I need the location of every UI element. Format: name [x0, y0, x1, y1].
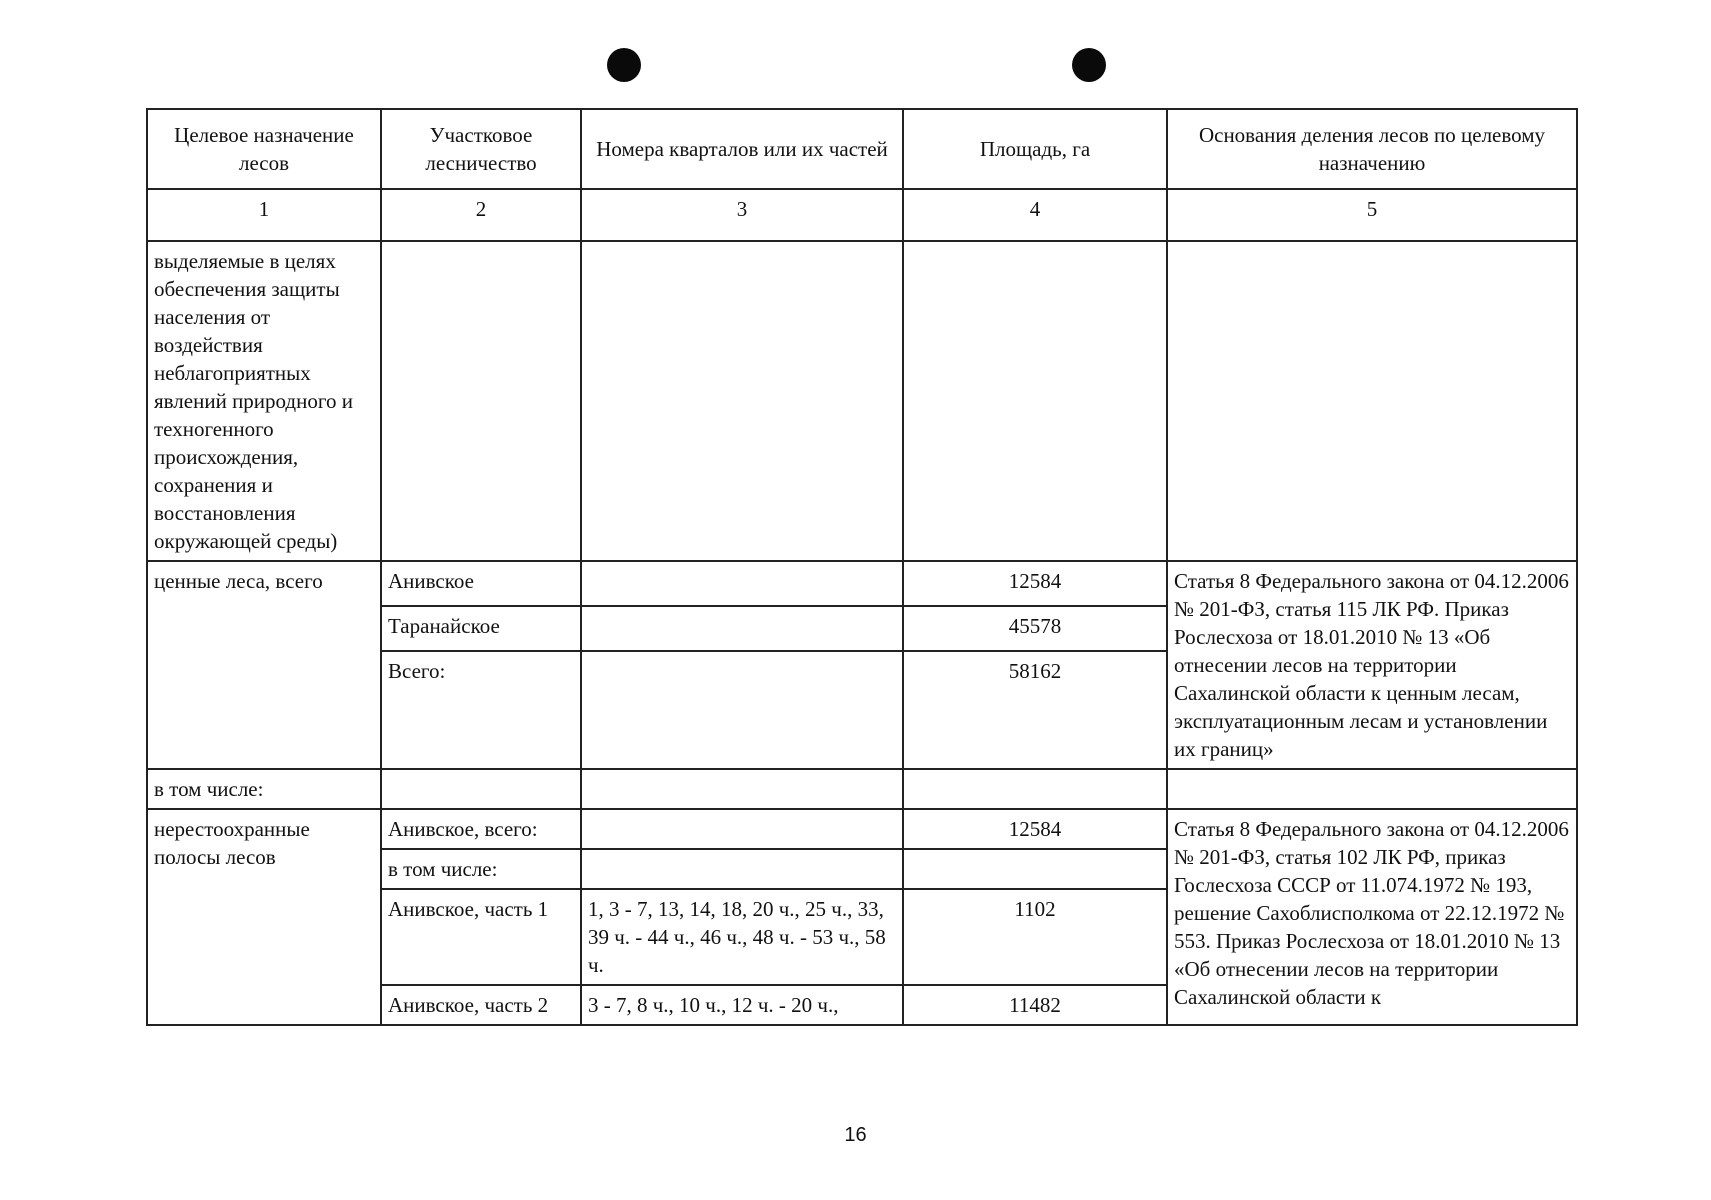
column-number: 3	[581, 189, 903, 241]
table-header-row	[147, 109, 1577, 189]
table-row	[147, 241, 1577, 561]
quarters-cell: 1, 3 - 7, 13, 14, 18, 20 ч., 25 ч., 33, 39 ч. - 44 ч., 46 ч., 48 ч. - 53 ч., 58 ч.	[581, 889, 903, 985]
area-cell: 12584	[903, 809, 1167, 849]
basis-cell	[1167, 769, 1577, 809]
binder-hole-right	[1072, 48, 1106, 82]
header-purpose: Целевое назначение лесов	[147, 109, 381, 189]
column-number: 1	[147, 189, 381, 241]
district-cell: Анивское, всего:	[381, 809, 581, 849]
binder-hole-left	[607, 48, 641, 82]
district-cell: Анивское	[381, 561, 581, 606]
basis-cell: Статья 8 Федерального закона от 04.12.2006 № 201-ФЗ, статья 102 ЛК РФ, приказ Гослесхоза СССР от 11.074.1972 № 193, решение Сахоблисполкома от 22.12.1972 № 553. Приказ Рослесхоза от 18.01.2010 № 13 «Об отнесении лесов на территории Сахалинской области к	[1167, 809, 1577, 1025]
quarters-cell	[581, 809, 903, 849]
column-number: 2	[381, 189, 581, 241]
area-cell: 11482	[903, 985, 1167, 1025]
column-number-row	[147, 189, 1577, 241]
header-basis: Основания деления лесов по целевому назначению	[1167, 109, 1577, 189]
quarters-cell: 3 - 7, 8 ч., 10 ч., 12 ч. - 20 ч.,	[581, 985, 903, 1025]
quarters-cell	[581, 769, 903, 809]
purpose-cell: выделяемые в целях обеспечения защиты населения от воздействия неблагоприятных явлений природного и техногенного происхождения, сохранения и восстановления окружающей среды)	[147, 241, 381, 561]
district-cell: Анивское, часть 1	[381, 889, 581, 985]
table-row	[147, 561, 1577, 606]
area-cell	[903, 241, 1167, 561]
area-cell	[903, 849, 1167, 889]
header-area: Площадь, га	[903, 109, 1167, 189]
table-row	[147, 809, 1577, 849]
basis-cell: Статья 8 Федерального закона от 04.12.2006 № 201-ФЗ, статья 115 ЛК РФ. Приказ Рослесхоза от 18.01.2010 № 13 «Об отнесении лесов на территории Сахалинской области к ценным лесам, эксплуатационным лесам и установлении их границ»	[1167, 561, 1577, 769]
area-cell: 12584	[903, 561, 1167, 606]
quarters-cell	[581, 651, 903, 769]
district-cell: Всего:	[381, 651, 581, 769]
district-cell: Таранайское	[381, 606, 581, 651]
quarters-cell	[581, 561, 903, 606]
header-quarters: Номера кварталов или их частей	[581, 109, 903, 189]
purpose-cell: нерестоохранные полосы лесов	[147, 809, 381, 1025]
quarters-cell	[581, 241, 903, 561]
district-cell	[381, 241, 581, 561]
purpose-cell: в том числе:	[147, 769, 381, 809]
district-cell: в том числе:	[381, 849, 581, 889]
area-cell: 45578	[903, 606, 1167, 651]
purpose-cell: ценные леса, всего	[147, 561, 381, 769]
header-district: Участковое лесничество	[381, 109, 581, 189]
column-number: 4	[903, 189, 1167, 241]
basis-cell	[1167, 241, 1577, 561]
quarters-cell	[581, 849, 903, 889]
page-number: 16	[844, 1124, 867, 1146]
district-cell: Анивское, часть 2	[381, 985, 581, 1025]
table-row	[147, 769, 1577, 809]
district-cell	[381, 769, 581, 809]
quarters-cell	[581, 606, 903, 651]
area-cell: 1102	[903, 889, 1167, 985]
area-cell	[903, 769, 1167, 809]
column-number: 5	[1167, 189, 1577, 241]
area-total-cell: 58162	[903, 651, 1167, 769]
forest-purpose-table	[146, 108, 1578, 1026]
